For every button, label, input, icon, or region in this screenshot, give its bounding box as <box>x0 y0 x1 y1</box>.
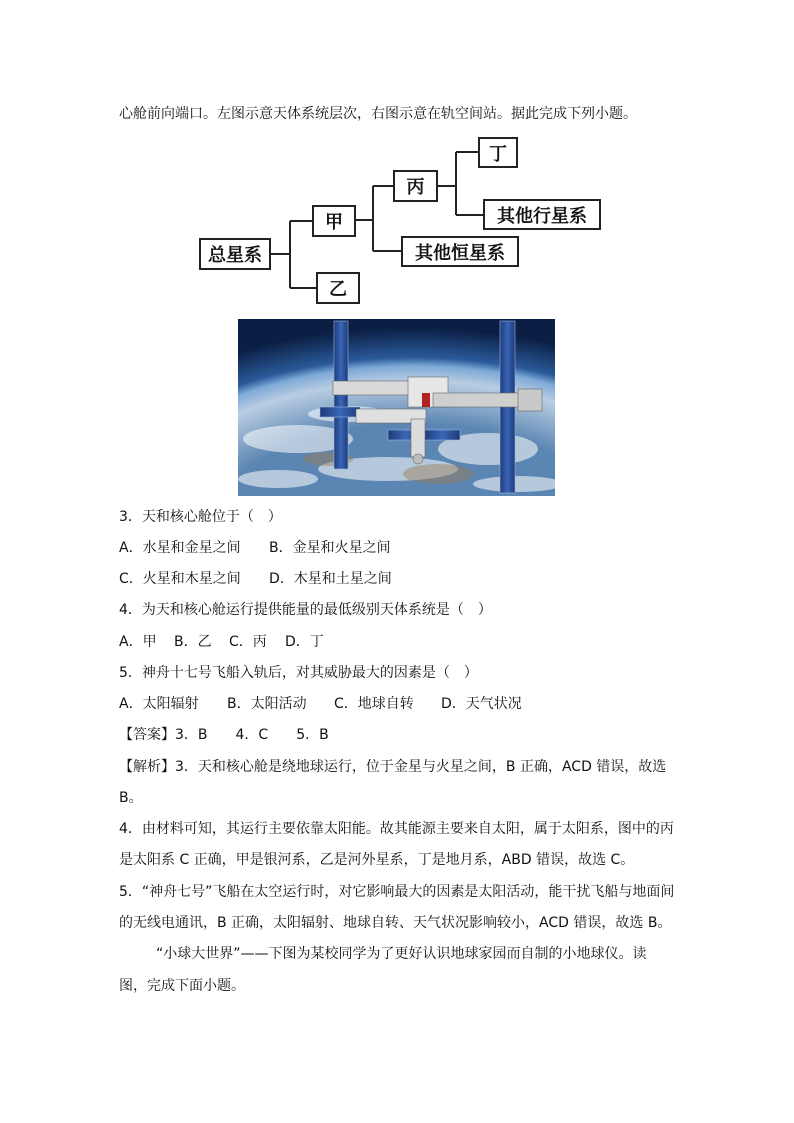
question-5-option-c: C．地球自转 <box>334 696 414 712</box>
diagram-connectors <box>0 0 794 320</box>
analysis-line-1: 【解析】3．天和核心舱是绕地球运行，位于金星与火星之间，B 正确，ACD 错误，故选 <box>119 759 667 775</box>
question-4-option-b: B．乙 <box>174 634 212 650</box>
question-5-option-a: A．太阳辐射 <box>119 696 199 712</box>
node-total-galaxies: 总星系 <box>199 238 271 270</box>
next-intro-line-2: 图，完成下面小题。 <box>119 978 245 994</box>
question-5-option-d: D．天气状况 <box>441 696 522 712</box>
question-3-option-c: C．火星和木星之间 <box>119 571 241 587</box>
space-station-illustration <box>238 319 555 496</box>
question-3-option-a: A．水星和金星之间 <box>119 540 241 556</box>
question-4-option-a: A．甲 <box>119 634 157 650</box>
answer-line: 【答案】3．B 4．C 5．B <box>119 727 329 743</box>
analysis-line-2: B。 <box>119 790 143 806</box>
analysis-line-3: 4．由材料可知，其运行主要依靠太阳能。故其能源主要来自太阳，属于太阳系，图中的丙 <box>119 821 674 837</box>
analysis-line-6: 的无线电通讯，B 正确，太阳辐射、地球自转、天气状况影响较小，ACD 错误，故选 B。 <box>119 915 672 931</box>
question-5-options <box>119 694 522 714</box>
analysis-line-5: 5．“神舟七号”飞船在太空运行时，对它影响最大的因素是太阳活动，能干扰飞船与地面间 <box>119 884 675 900</box>
node-bing: 丙 <box>393 170 438 202</box>
node-ding: 丁 <box>478 137 518 168</box>
question-3-stem: 3．天和核心舱位于（ ） <box>119 509 282 525</box>
question-4-option-c: C．丙 <box>229 634 267 650</box>
question-3-options-row-1 <box>119 538 391 558</box>
question-3-option-b: B．金星和火星之间 <box>269 540 391 556</box>
node-jia: 甲 <box>312 205 356 237</box>
intro-text: 心舱前向端口。左图示意天体系统层次，右图示意在轨空间站。据此完成下列小题。 <box>119 106 637 122</box>
space-station-photo <box>238 319 555 496</box>
question-4-stem: 4．为天和核心舱运行提供能量的最低级别天体系统是（ ） <box>119 602 492 618</box>
question-5-stem: 5．神舟十七号飞船入轨后，对其威胁最大的因素是（ ） <box>119 665 478 681</box>
question-3-options-row-2 <box>119 569 392 589</box>
analysis-line-4: 是太阳系 C 正确，甲是银河系，乙是河外星系，丁是地月系，ABD 错误，故选 C。 <box>119 852 635 868</box>
question-5-option-b: B．太阳活动 <box>227 696 307 712</box>
node-yi: 乙 <box>316 272 360 304</box>
next-intro-line-1: “小球大世界”——下图为某校同学为了更好认识地球家园而自制的小地球仪。读 <box>156 946 647 962</box>
question-4-option-d: D．丁 <box>285 634 324 650</box>
question-4-options <box>119 632 324 652</box>
node-other-stars: 其他恒星系 <box>401 236 519 267</box>
node-other-planets: 其他行星系 <box>483 199 601 230</box>
question-3-option-d: D．木星和土星之间 <box>269 571 392 587</box>
